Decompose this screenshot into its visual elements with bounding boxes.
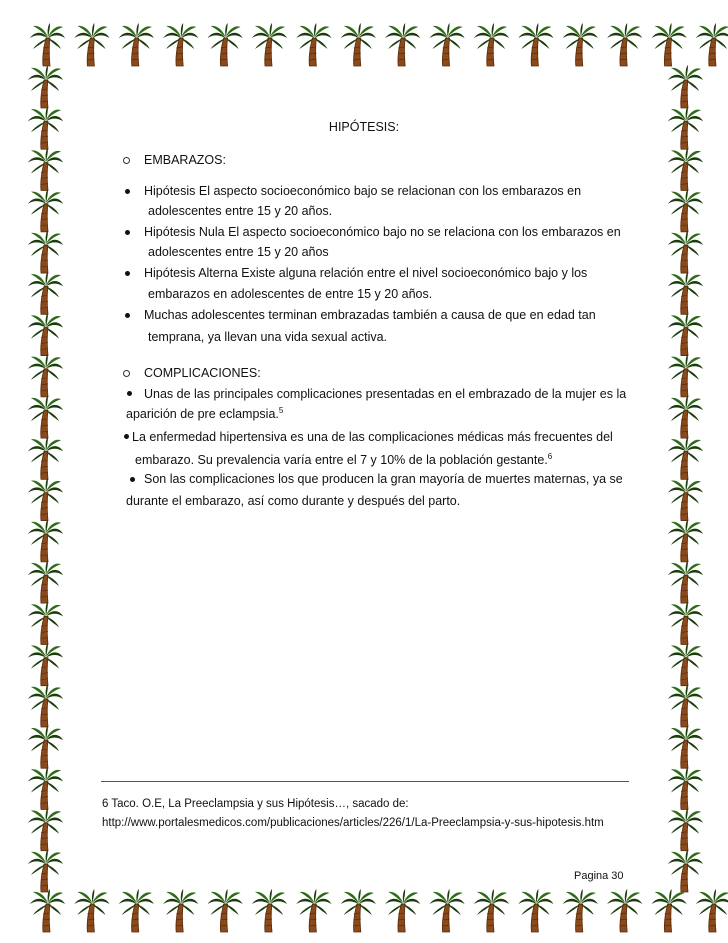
palm-tree-icon [28,725,63,768]
palm-tree-icon [28,148,63,191]
palm-tree-icon [385,889,420,932]
palm-tree-icon [607,23,642,66]
palm-tree-icon [668,519,703,562]
section-heading-complicaciones: COMPLICACIONES: [144,366,261,380]
palm-tree-icon [668,684,703,727]
palm-tree-icon [652,23,687,66]
palm-tree-icon [341,23,376,66]
bullet-icon [125,313,130,318]
list-item-line: adolescentes entre 15 y 20 años. [148,204,333,218]
list-item-line: embarazos en adolescentes de entre 15 y 20 años. [148,287,433,301]
palm-tree-icon [28,313,63,356]
palm-tree-icon [668,478,703,521]
page-number: Pagina 30 [574,870,624,882]
list-item-line: La enfermedad hipertensiva es una de las complicaciones médicas más frecuentes del [132,430,613,444]
palm-tree-icon [696,23,728,66]
bullet-icon [130,477,135,482]
palm-tree-icon [119,889,154,932]
palm-tree-icon [208,23,243,66]
footnote-url: http://www.portalesmedicos.com/publicaciones/articles/226/1/La-Preeclampsia-y-sus-hipotesis.htm [102,817,604,829]
palm-tree-icon [28,849,63,892]
list-item-line [135,452,552,468]
list-item-line: temprana, ya llevan una vida sexual activa. [148,330,388,344]
palm-tree-icon [668,725,703,768]
palm-tree-icon [474,889,509,932]
footnote-text: 6 Taco. O.E, La Preeclampsia y sus Hipótesis…, sacado de: [102,798,409,810]
palm-tree-icon [252,23,287,66]
palm-tree-icon [668,601,703,644]
palm-tree-icon [668,189,703,232]
palm-tree-icon [28,766,63,809]
palm-tree-icon [30,23,65,66]
list-item-line: Son las complicaciones los que producen la gran mayoría de muertes maternas, ya se [144,472,623,486]
palm-tree-icon [28,519,63,562]
palm-tree-icon [208,889,243,932]
palm-tree-icon [518,889,553,932]
palm-tree-icon [163,23,198,66]
circle-bullet-icon [123,370,130,377]
palm-tree-icon [474,23,509,66]
list-item-text: aparición de pre eclampsia. [126,407,279,421]
bullet-icon [125,230,130,235]
palm-tree-icon [28,271,63,314]
section-heading-embarazos: EMBARAZOS: [144,153,226,167]
bullet-icon [124,434,129,439]
footnote-ref: 5 [278,405,284,415]
list-item-line: Muchas adolescentes terminan embrazadas también a causa de que en edad tan [144,308,596,322]
list-item-line [126,406,283,422]
list-item-line: durante el embarazo, así como durante y después del parto. [126,494,461,508]
list-item-line: Hipótesis Nula El aspecto socioeconómico bajo no se relaciona con los embarazos en [144,225,621,239]
palm-tree-icon [668,271,703,314]
list-item-text: embarazo. Su prevalencia varía entre el 7 y 10% de la población gestante. [135,453,548,467]
list-item-line: adolescentes entre 15 y 20 años [148,245,329,259]
palm-tree-icon [668,808,703,851]
bullet-icon [125,189,130,194]
palm-tree-icon [163,889,198,932]
palm-tree-icon [563,23,598,66]
palm-tree-icon [668,395,703,438]
palm-tree-icon [668,230,703,273]
palm-tree-icon [296,23,331,66]
palm-tree-icon [668,148,703,191]
footnote-ref: 6 [547,451,553,461]
palm-tree-icon [28,478,63,521]
list-item-line: Hipótesis El aspecto socioeconómico bajo se relacionan con los embarazos en [144,184,582,198]
circle-bullet-icon [123,157,130,164]
palm-tree-icon [28,601,63,644]
palm-tree-icon [563,889,598,932]
palm-tree-icon [28,189,63,232]
palm-tree-icon [607,889,642,932]
palm-tree-icon [28,560,63,603]
footnote-separator [101,781,629,782]
palm-tree-icon [668,65,703,108]
palm-tree-icon [28,395,63,438]
palm-tree-icon [668,560,703,603]
palm-tree-icon [28,643,63,686]
list-item-line: Hipótesis Alterna Existe alguna relación entre el nivel socioeconómico bajo y los [144,266,588,280]
palm-tree-icon [28,65,63,108]
palm-tree-icon [668,436,703,479]
palm-tree-icon [28,354,63,397]
palm-tree-icon [28,436,63,479]
palm-tree-icon [119,23,154,66]
palm-tree-icon [28,230,63,273]
palm-tree-icon [668,313,703,356]
palm-tree-icon [430,23,465,66]
palm-tree-icon [385,23,420,66]
palm-tree-icon [430,889,465,932]
palm-tree-icon [28,808,63,851]
bullet-icon [127,391,132,396]
palm-tree-icon [74,889,109,932]
palm-tree-icon [74,23,109,66]
palm-tree-icon [28,684,63,727]
palm-tree-icon [296,889,331,932]
palm-tree-icon [341,889,376,932]
palm-tree-icon [518,23,553,66]
bullet-icon [125,271,130,276]
list-item-line: Unas de las principales complicaciones presentadas en el embrazado de la mujer es la [144,387,627,401]
palm-tree-icon [668,643,703,686]
palm-tree-icon [668,849,703,892]
palm-tree-icon [668,766,703,809]
palm-tree-icon [668,354,703,397]
palm-tree-icon [652,889,687,932]
page-title: HIPÓTESIS: [328,120,400,134]
palm-tree-icon [252,889,287,932]
palm-tree-icon [696,889,728,932]
palm-tree-icon [30,889,65,932]
